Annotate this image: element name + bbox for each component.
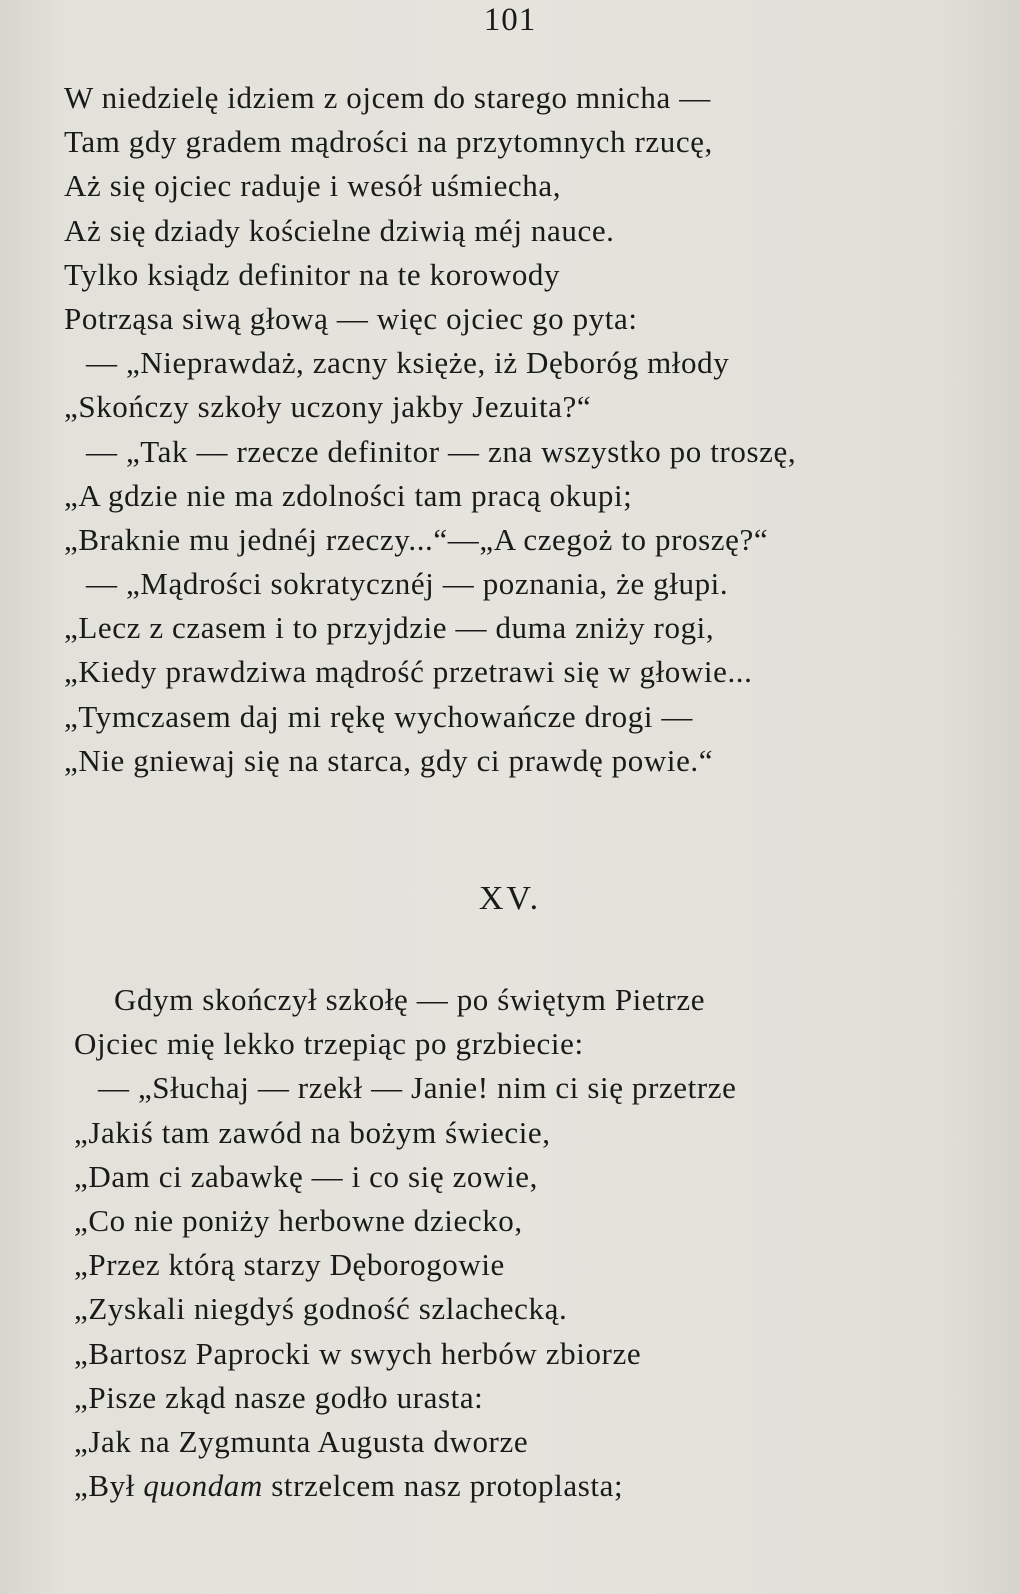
verse-line: Tylko ksiądz definitor na te korowody [64,256,561,292]
verse-text: „Był [74,1468,144,1504]
poem-stanza [74,978,737,1508]
italic-word: quondam [143,1468,263,1504]
verse-line: „Tymczasem daj mi rękę wychowańcze drogi — [64,698,694,734]
verse-line: Aż się dziady kościelne dziwią méj nauce. [64,212,615,248]
verse-line: „Skończy szkoły uczony jakby Jezuita?“ [64,389,592,425]
verse-line [74,1464,737,1508]
verse-line: Aż się ojciec raduje i wesół uśmiecha, [64,168,562,204]
verse-line: „Kiedy prawdziwa mądrość przetrawi się w głowie... [64,654,753,690]
verse-line: „Przez którą starzy Dęborogowie [74,1247,505,1283]
verse-line: Ojciec mię lekko trzepiąc po grzbiecie: [74,1026,584,1062]
verse-line: „Jak na Zygmunta Augusta dworze [74,1423,529,1459]
verse-line: — „Mądrości sokratycznéj — poznania, że głupi. [86,566,729,602]
verse-text: strzelcem nasz protoplasta; [262,1468,624,1504]
verse-line: — „Nieprawdaż, zacny księże, iż Dęboróg młody [86,345,730,381]
verse-line: — „Tak — rzecze definitor — zna wszystko po troszę, [86,433,797,469]
verse-line: „Co nie poniży herbowne dziecko, [74,1202,523,1238]
verse-line: „Dam ci zabawkę — i co się zowie, [74,1158,538,1194]
verse-line: Potrząsa siwą głową — więc ojciec go pyta: [64,300,638,336]
verse-line: „Braknie mu jednéj rzeczy...“—„A czegoż to proszę?“ [64,521,769,557]
verse-line: W niedzielę idziem z ojcem do starego mnicha — [64,80,711,115]
verse-line: Gdym skończył szkołę — po świętym Pietrze [114,982,706,1017]
section-heading: XV. [478,880,542,917]
page-number: 101 [483,2,537,38]
verse-line: Tam gdy gradem mądrości na przytomnych rzucę, [64,124,713,160]
verse-line: „Nie gniewaj się na starca, gdy ci prawdę powie.“ [64,742,714,778]
verse-line: — „Słuchaj — rzekł — Janie! nim ci się przetrze [98,1070,737,1106]
verse-line: „A gdzie nie ma zdolności tam pracą okupi; [64,477,633,513]
verse-line: „Zyskali niegdyś godność szlachecką. [74,1291,568,1327]
verse-line: „Lecz z czasem i to przyjdzie — duma zniży rogi, [64,610,715,646]
poem-stanza [64,76,796,783]
verse-line: „Jakiś tam zawód na bożym świecie, [74,1114,551,1150]
verse-line: „Bartosz Paprocki w swych herbów zbiorze [74,1335,642,1371]
verse-line: „Pisze zkąd nasze godło urasta: [74,1379,484,1415]
